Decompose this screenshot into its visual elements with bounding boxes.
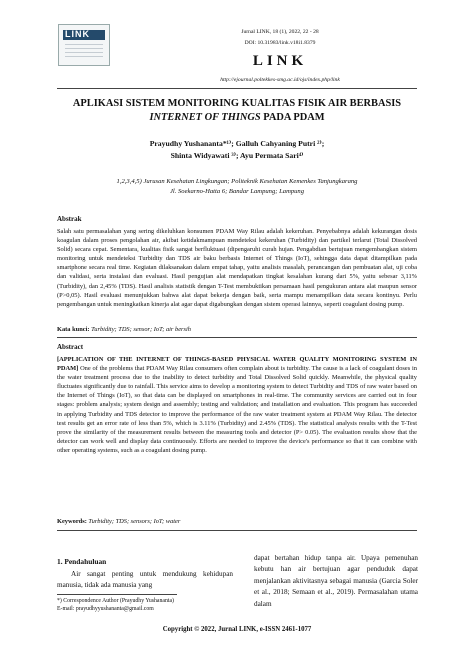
doi-line: DOI: 10.31983/link.v18i1.8379 [244,40,316,46]
section-heading-pendahuluan: 1. Pendahuluan [57,557,107,566]
footnote-rule [57,594,177,595]
paper-title-line1: APLIKASI SISTEM MONITORING KUALITAS FISIK AIR BERBASIS [72,98,402,109]
keywords: Keywords: Turbidity; TDS; sensors; IoT; water [57,518,181,525]
authors-line1: Prayudhy Yushananta*¹⁾; Galluh Cahyaning Putri ²⁾; [149,139,325,148]
affiliation-line2: Jl. Soekarno-Hatta 6; Bandar Lampung; Lampung [169,188,305,195]
logo-text: LINK [65,29,90,39]
kata-kunci: Kata kunci: Turbidity; TDS; sensor; IoT; air bersih [57,326,191,333]
section-rule-2 [57,530,417,531]
journal-url[interactable]: http://ejournal.poltekkes-smg.ac.id/ojs/index.php/link [220,77,340,83]
abstract-heading: Abstract [57,343,84,351]
abstrak-heading: Abstrak [57,215,82,223]
body-left-column: Air sangat penting untuk mendukung kehidupan manusia, tidak ada manusia yang [57,570,233,590]
body-right-column: dapat bertahan hidup tanpa air. Upaya pemenuhan kebutu han air bertujuan agar penduduk dapat menjalankan aktivitasnya sebagai manusia (Garcia Soler et al., 2018; Semaan et al., 2019). Permasalahan utama dalam [254,554,418,608]
abstract-english-title: [APPLICATION OF THE INTERNET OF THINGS-BASED PHYSICAL WATER QUALITY MONITORING SYSTEM IN PDAM] [57,356,417,373]
journal-name: LINK [252,53,308,69]
copyright-footer: Copyright © 2022, Jurnal LINK, e-ISSN 2461-1077 [162,626,312,633]
header-rule [57,88,417,89]
journal-logo [58,24,110,66]
authors-line2: Shinta Widyawati ³⁾; Ayu Permata Sari⁴⁾ [170,151,304,160]
footnote-email[interactable]: E-mail: prayudhyyushananta@gmail.com [57,606,154,612]
section-rule-1 [57,337,417,338]
affiliation-line1: 1,2,3,4,5) Jurusan Kesehatan Lingkungan; Politeknik Kesehatan Kemenkes Tanjungkarang [116,178,358,185]
abstract-text: [APPLICATION OF THE INTERNET OF THINGS-BASED PHYSICAL WATER QUALITY MONITORING SYSTEM IN PDAM] One of the problems that PDAM Way Rilau consumers often complain about is turbidity. The cause is a lack of coagulant doses in the water treatment process due to the inability to detect turbidity and Total Dissolved Solid quickly. Meanwhile, the physical quality fluctuates significantly due to rainfall. This service aims to develop a monitoring system to detect Turbidity and TDS of raw water based on the Internet of Things (IoT), so that data can be displayed on smartphones in real-time. The community services are carried out in four stages: problem analysis; system design and assembly; testing and validation; and installation and evaluation. This program has succeeded in applying Turbidity and TDS detector to improve the performance of the raw water treatment system at PDAM Way Rilau. The detector test results get an error rate of less than 5%, which is 3.11% (Turbidity) and 2.45% (TDS). The statistical analysis results with the T-Test prove the similarity of the measurement results between the measuring tools and detector (P> 0.05). The evaluation results show that the detector can work well and display data continuously. Efforts are needed to improve the device's performance so that it can combine with other operating systems, such as a coagulant dosing pump. [57,356,417,454]
abstrak-text: Salah satu permasalahan yang sering dikeluhkan konsumen PDAM Way Rilau adalah kekeruhan. Penyebabnya adalah kekurangan dosis koagulan dalam proses pengolahan air, akibat ketidakmampuan mendeteksi kekeruhan (Turbidity) dan partikel terlarut (Total Dissolved Solid) secara cepat. Sementara, kualitas fisik sangat berfluktuasi (dipengaruhi curah hujan. Pengabdian bertujuan mengembangkan sistem monitoring untuk mendeteksi Turbidity dan TDS air baku berbasis Internet of Things (IoT), sehingga data dapat ditampilkan pada smartphone secara real time. Kegiatan dilaksanakan dalam empat tahap, yaitu analisis masalah, perancangan dan pembuatan alat, uji coba dan validasi, serta instalasi dan evaluasi. Hasil pengujian alat mendapatkan tingkat kesalahan kurang dari 5%, yaitu sebesar 3,11% (Turbidity), dan 2,45% (TDS). Hasil analisis statistik dengan T-Test membuktikan persamaan hasil pengukuran antara alat maupun sensor (P>0,05). Hasil evaluasi menunjukkan bahwa alat dapat bekerja dengan baik, serta mampu menampilkan data secara kontinyu. Perlu pengembangan untuk meningkatkan kinerja alat agar dapat digabungkan dengan sistem operasi lainnya, seperti coagulant dosing pump. [57,228,417,308]
paper-title-line2: INTERNET OF THINGS PADA PDAM [149,112,325,123]
footnote-author: *) Correspondence Author (Prayudhy Yushananta) [57,598,174,604]
journal-citation: Jurnal LINK, 18 (1), 2022, 22 - 28 [241,29,319,35]
